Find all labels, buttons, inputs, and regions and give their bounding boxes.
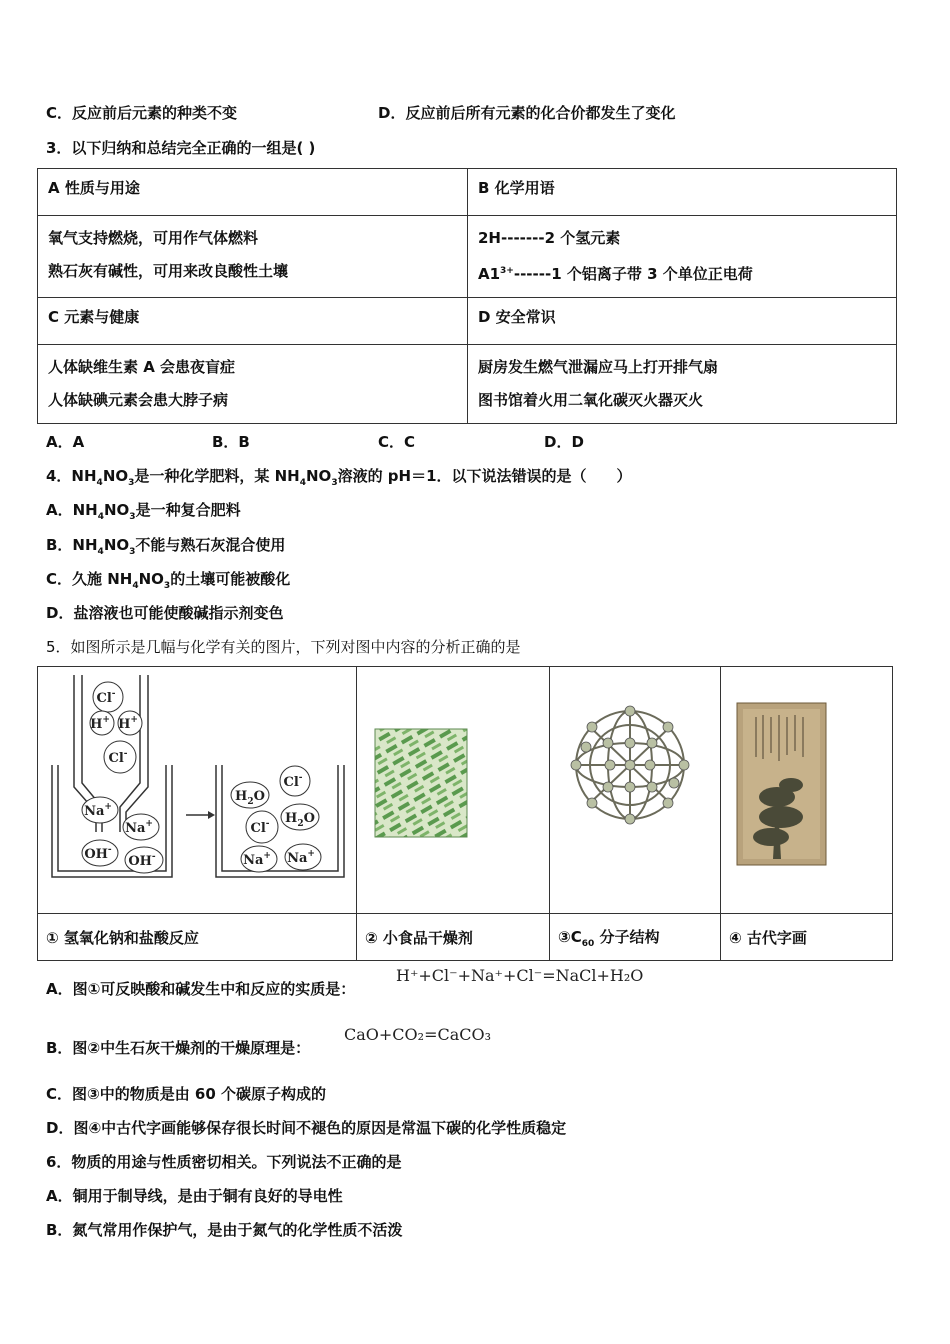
ion-cl-4: Cl- [250,819,270,836]
q4-option-c[interactable]: C．久施 $NH_4NO_3$的土壤可能被酸化 [46,570,291,591]
ion-oh-1: OH- [84,845,112,862]
q3-option-d[interactable]: D．D [544,433,584,451]
q5-caption-2: ② 小食品干燥剂 [357,914,550,961]
q2-option-d: D．反应前后所有元素的化合价都发生了变化 [378,104,676,122]
q5-option-c[interactable]: C．图③中的物质是由 60 个碳原子构成的 [46,1085,327,1103]
q5-stem: 5．如图所示是几幅与化学有关的图片，下列对图中内容的分析正确的是 [46,638,521,656]
q3-cell-d-body [468,345,897,424]
q5-option-a[interactable]: A．图①可反映酸和碱发生中和反应的实质是： [46,980,356,998]
q4-option-a[interactable]: A．$NH_4NO_3$是一种复合肥料 [46,501,241,522]
q3-a-line1: 氧气支持燃烧，可用作气体燃料 [48,229,259,247]
desiccant-packet-image [357,667,549,913]
c60-molecule-image [550,667,720,913]
q2-option-c: C．反应前后元素的种类不变 [46,104,238,122]
q3-b-line1: 2H-------2 个氢元素 [478,229,621,247]
q5-fig2-cell [357,667,550,914]
ion-h-1: H+ [90,715,110,732]
q5-fig1-cell [38,667,357,914]
q4-option-d[interactable]: D．盐溶液也可能使酸碱指示剂变色 [46,604,284,622]
q3-d-line1: 厨房发生燃气泄漏应马上打开排气扇 [478,358,719,376]
ion-cl-3: Cl- [283,773,303,790]
q3-d-line2: 图书馆着火用二氧化碳灭火器灭火 [478,391,704,409]
q6-stem: 6．物质的用途与性质密切相关。下列说法不正确的是 [46,1153,402,1171]
q6-option-a[interactable]: A．铜用于制导线，是由于铜有良好的导电性 [46,1187,343,1205]
q5-caption-1: ① 氢氧化钠和盐酸反应 [38,914,357,961]
q5-caption-4: ④ 古代字画 [721,914,893,961]
ion-h-2: H+ [118,715,138,732]
q5-formula-a: H⁺+Cl⁻+Na⁺+Cl⁻=NaCl+H₂O [396,966,644,985]
q3-cell-c-title: C 元素与健康 [38,298,468,345]
q4-stem: 4．$NH_4NO_3$是一种化学肥料，某 $NH_4NO_3$溶液的 pH＝1．以下说法错误的是（ ） [46,467,632,488]
q3-options [46,431,584,452]
q3-c-line2: 人体缺碘元素会患大脖子病 [48,391,229,409]
q5-option-d[interactable]: D．图④中古代字画能够保存很长时间不褪色的原因是常温下碳的化学性质稳定 [46,1119,567,1137]
q5-option-b[interactable]: B．图②中生石灰干燥剂的干燥原理是： [46,1039,311,1057]
q3-c-line1: 人体缺维生素 A 会患夜盲症 [48,358,236,376]
q3-option-c[interactable]: C．C [378,433,416,451]
q5-caption-3: $③C_{60}$ 分子结构 [550,914,721,961]
mol-h2o-2: $H_2O$ [285,811,315,829]
ion-cl-1: Cl- [96,689,116,706]
q5-fig3-cell [550,667,721,914]
neutralization-diagram [38,667,356,913]
q4-option-b[interactable]: B．$NH_4NO_3$不能与熟石灰混合使用 [46,536,286,557]
ion-na-2: Na+ [125,819,153,836]
ion-na-1: Na+ [84,802,112,819]
q3-cell-a-title: A 性质与用途 [38,169,468,216]
q3-cell-d-title: D 安全常识 [468,298,897,345]
q3-b-line2: $A1^{3+}------1$ 个铝离子带 3 个单位正电荷 [478,265,753,283]
ion-cl-2: Cl- [108,749,128,766]
q3-stem: 3．以下归纳和总结完全正确的一组是( ) [46,139,316,157]
q5-formula-b: CaO+CO₂=CaCO₃ [344,1025,492,1044]
ion-na-4: Na+ [287,849,315,866]
q3-table [37,168,897,424]
q3-cell-b-title: B 化学用语 [468,169,897,216]
mol-h2o-1: $H_2O$ [235,789,265,807]
q3-a-line2: 熟石灰有碱性，可用来改良酸性土壤 [48,262,289,280]
q3-option-a[interactable]: A．A [46,433,85,451]
ion-oh-2: OH- [128,852,156,869]
q6-option-b[interactable]: B．氮气常用作保护气，是由于氮气的化学性质不活泼 [46,1221,403,1239]
ion-na-3: Na+ [243,851,271,868]
q5-figure-table [37,666,893,961]
q3-option-b[interactable]: B．B [212,433,250,451]
q3-cell-b-body [468,216,897,298]
ancient-painting-image [721,667,891,913]
q5-fig4-cell [721,667,893,914]
q3-cell-a-body [38,216,468,298]
q3-cell-c-body [38,345,468,424]
